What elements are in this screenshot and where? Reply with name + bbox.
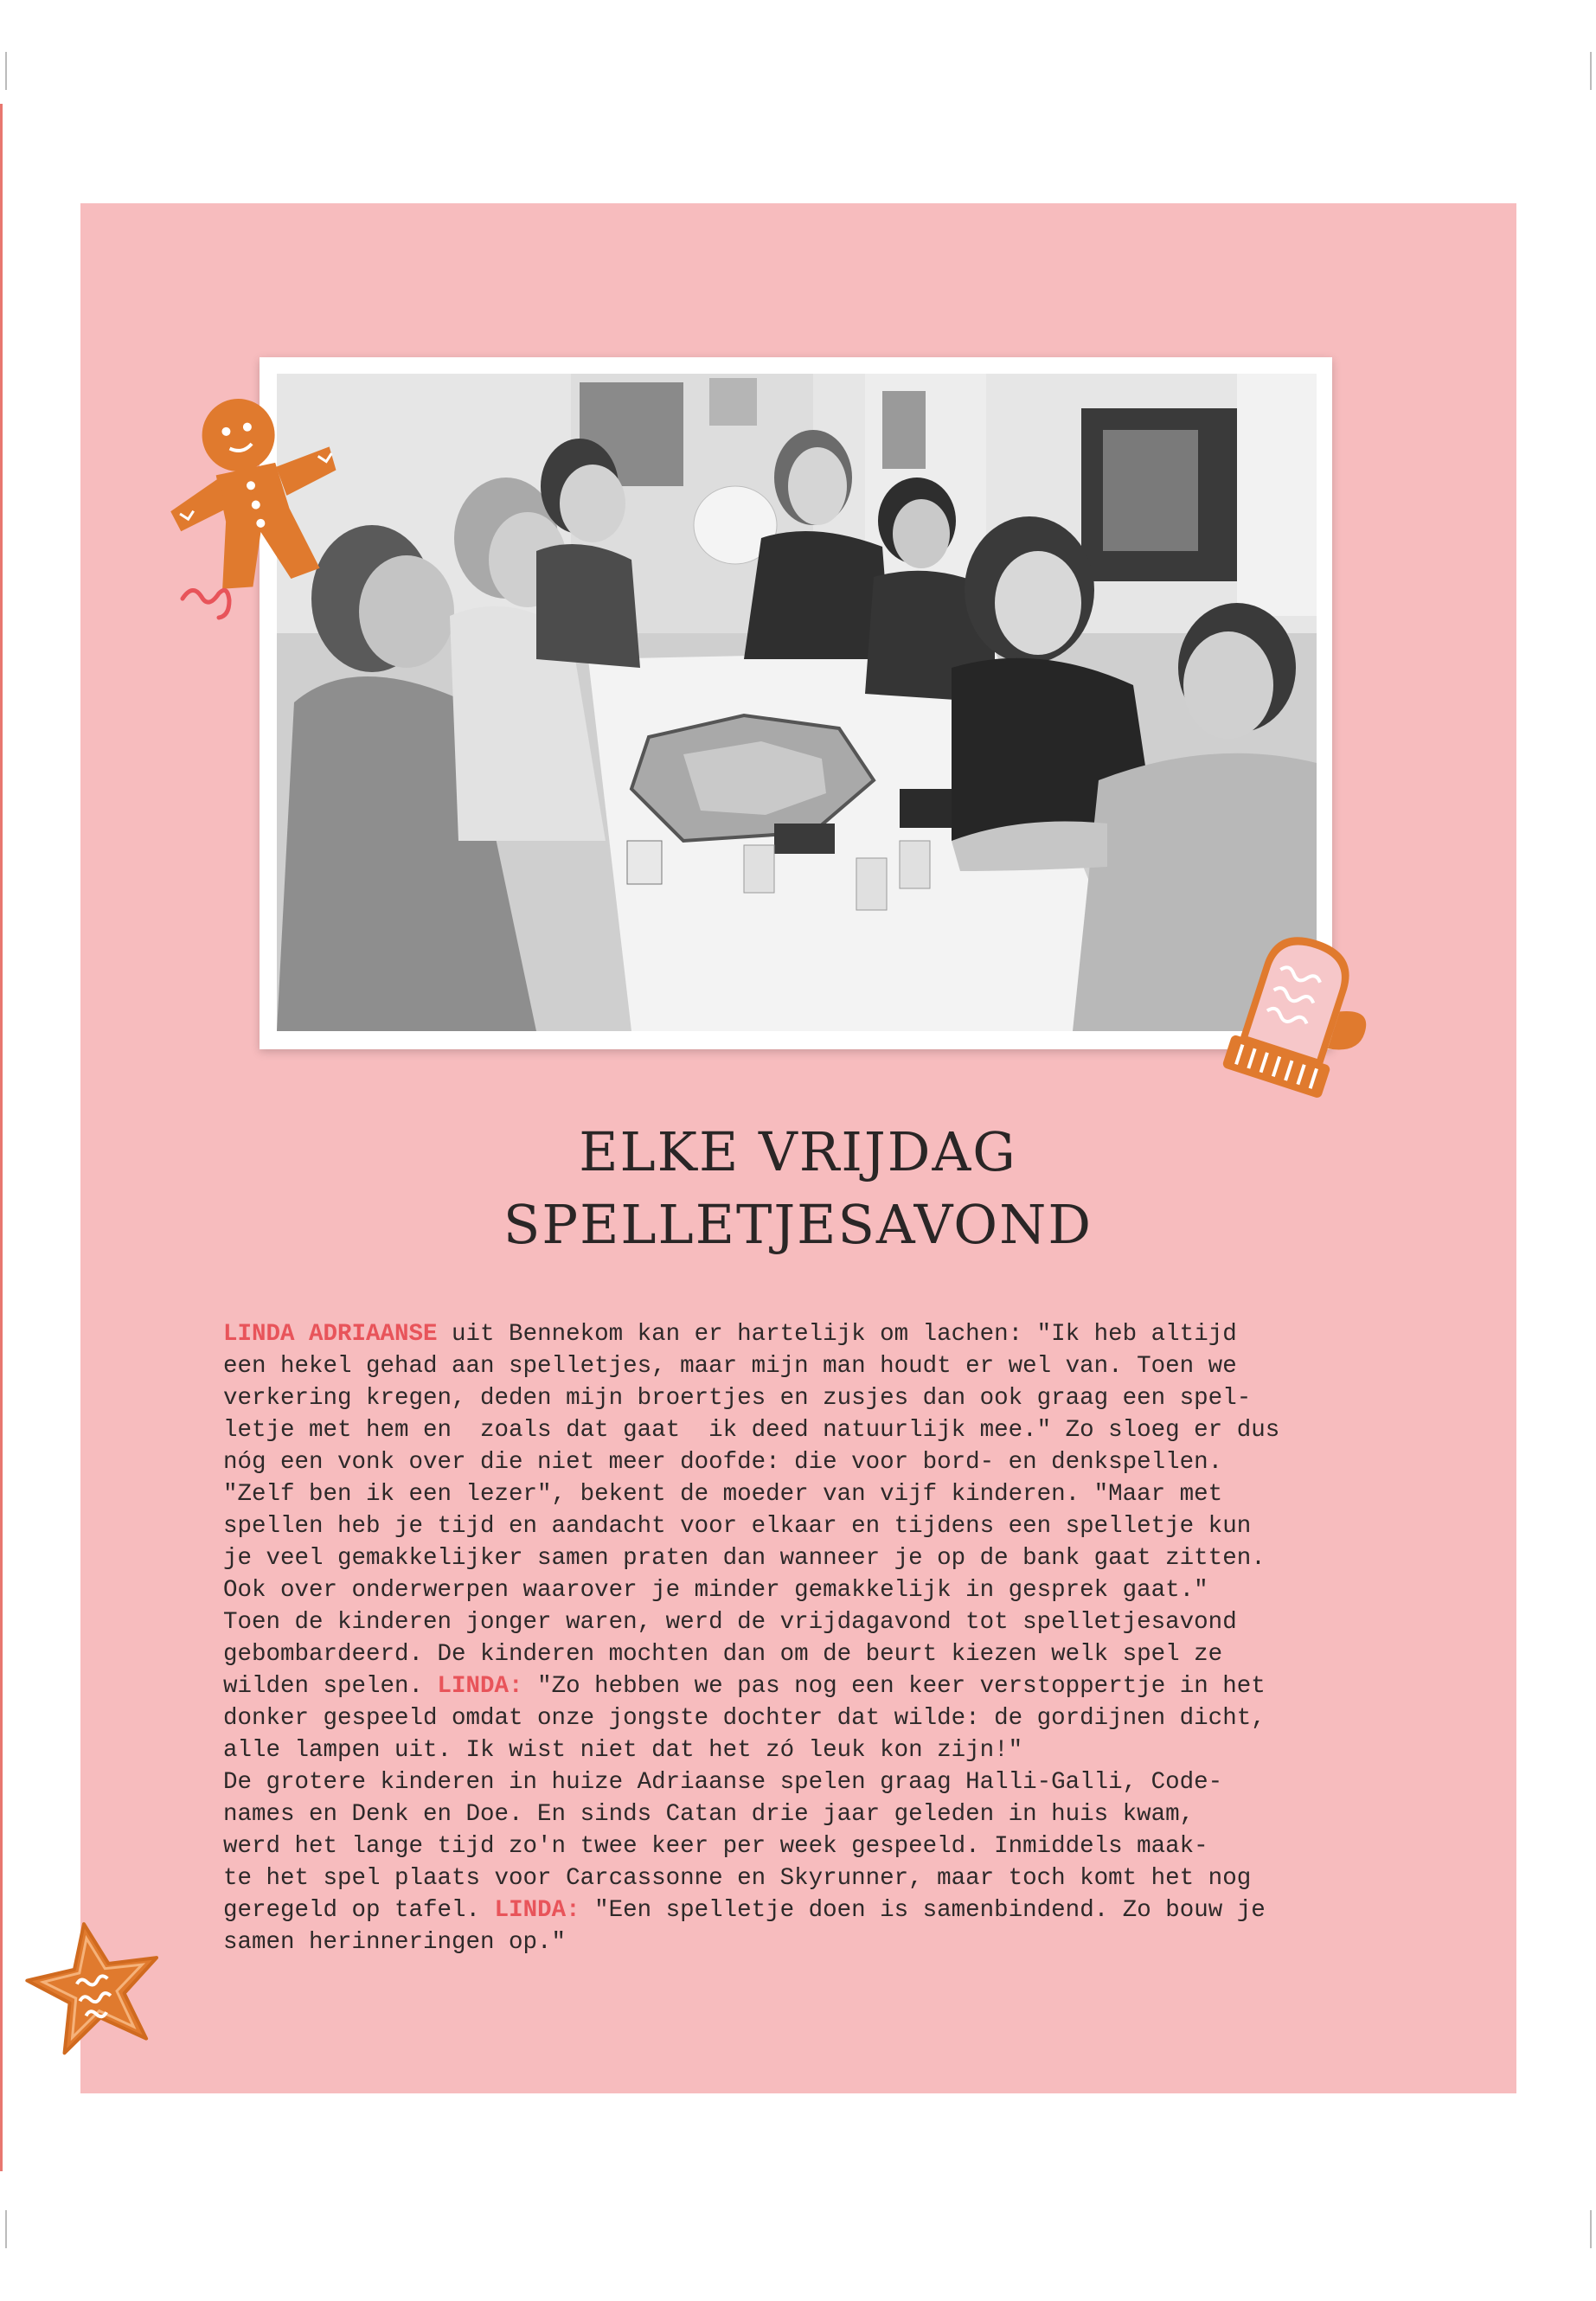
body-line	[223, 1510, 1387, 1542]
body-line	[223, 1862, 1387, 1894]
body-text-segment: De grotere kinderen in huize Adriaanse spelen graag Halli-Galli, Code-	[223, 1769, 1223, 1796]
crop-mark-top-right	[1590, 52, 1592, 90]
title-line-1: ELKE VRIJDAG	[579, 1120, 1017, 1183]
body-text-segment: "Een spelletje doen is samenbindend. Zo bouw je	[580, 1897, 1266, 1924]
star-cookie-icon	[24, 1919, 167, 2057]
gingerbread-man-icon	[156, 385, 359, 601]
body-line	[223, 1414, 1387, 1446]
body-line	[223, 1606, 1387, 1638]
swirl-icon	[177, 581, 238, 625]
body-line	[223, 1542, 1387, 1574]
body-line	[223, 1830, 1387, 1862]
crop-mark-bottom-left	[5, 2210, 7, 2248]
body-text-segment: Toen de kinderen jonger waren, werd de vrijdagavond tot spelletjesavond	[223, 1609, 1237, 1636]
article-body	[223, 1318, 1387, 1958]
body-text-segment: te het spel plaats voor Carcassonne en Skyrunner, maar toch komt het nog	[223, 1865, 1252, 1892]
family-game-photo	[277, 374, 1317, 1031]
body-line	[223, 1478, 1387, 1510]
body-line	[223, 1318, 1387, 1350]
body-text-segment: "Zo hebben we pas nog een keer verstoppertje in het	[522, 1673, 1266, 1700]
body-text-segment: spellen heb je tijd en aandacht voor elkaar en tijdens een spelletje kun	[223, 1513, 1252, 1540]
speaker-name: LINDA:	[494, 1897, 580, 1924]
body-text-segment: je veel gemakkelijker samen praten dan wanneer je op de bank gaat zitten.	[223, 1545, 1266, 1572]
body-text-segment: wilden spelen.	[223, 1673, 438, 1700]
body-line	[223, 1350, 1387, 1382]
body-text-segment: verkering kregen, deden mijn broertjes en zusjes dan ook graag een spel-	[223, 1385, 1252, 1412]
oven-mitt-cookie-icon	[1207, 924, 1380, 1106]
body-text-segment: donker gespeeld omdat onze jongste dochter dat wilde: de gordijnen dicht,	[223, 1705, 1266, 1732]
body-text-segment: samen herinneringen op."	[223, 1929, 567, 1956]
body-text-segment: alle lampen uit. Ik wist niet dat het zó leuk kon zijn!"	[223, 1737, 1023, 1764]
body-line	[223, 1670, 1387, 1702]
body-text-segment: names en Denk en Doe. En sinds Catan drie jaar geleden in huis kwam,	[223, 1801, 1195, 1828]
body-line	[223, 1574, 1387, 1606]
title-line-2: SPELLETJESAVOND	[503, 1193, 1093, 1256]
body-line	[223, 1926, 1387, 1958]
speaker-name: LINDA:	[437, 1673, 523, 1700]
body-text-segment: Ook over onderwerpen waarover je minder gemakkelijk in gesprek gaat."	[223, 1577, 1208, 1604]
body-line	[223, 1894, 1387, 1926]
body-text-segment: werd het lange tijd zo'n twee keer per week gespeeld. Inmiddels maak-	[223, 1833, 1208, 1860]
body-text-segment: nóg een vonk over die niet meer doofde: die voor bord- en denkspellen.	[223, 1449, 1223, 1476]
speaker-name: LINDA ADRIAANSE	[223, 1321, 438, 1348]
body-text-segment: gebombardeerd. De kinderen mochten dan om de beurt kiezen welk spel ze	[223, 1641, 1223, 1668]
crop-mark-bottom-right	[1590, 2210, 1592, 2248]
page-edge-line	[0, 104, 3, 2171]
body-text-segment: geregeld op tafel.	[223, 1897, 495, 1924]
body-line	[223, 1766, 1387, 1798]
article-title	[260, 1116, 1336, 1261]
body-line	[223, 1446, 1387, 1478]
body-text-segment: uit Bennekom kan er hartelijk om lachen: "Ik heb altijd	[437, 1321, 1237, 1348]
body-text-segment: een hekel gehad aan spelletjes, maar mijn man houdt er wel van. Toen we	[223, 1353, 1237, 1380]
body-text-segment: "Zelf ben ik een lezer", bekent de moeder van vijf kinderen. "Maar met	[223, 1481, 1223, 1508]
body-text-segment: letje met hem en zoals dat gaat ik deed natuurlijk mee." Zo sloeg er dus	[223, 1417, 1280, 1444]
body-line	[223, 1638, 1387, 1670]
body-line	[223, 1734, 1387, 1766]
body-line	[223, 1382, 1387, 1414]
crop-mark-top-left	[5, 52, 7, 90]
body-line	[223, 1798, 1387, 1830]
body-line	[223, 1702, 1387, 1734]
